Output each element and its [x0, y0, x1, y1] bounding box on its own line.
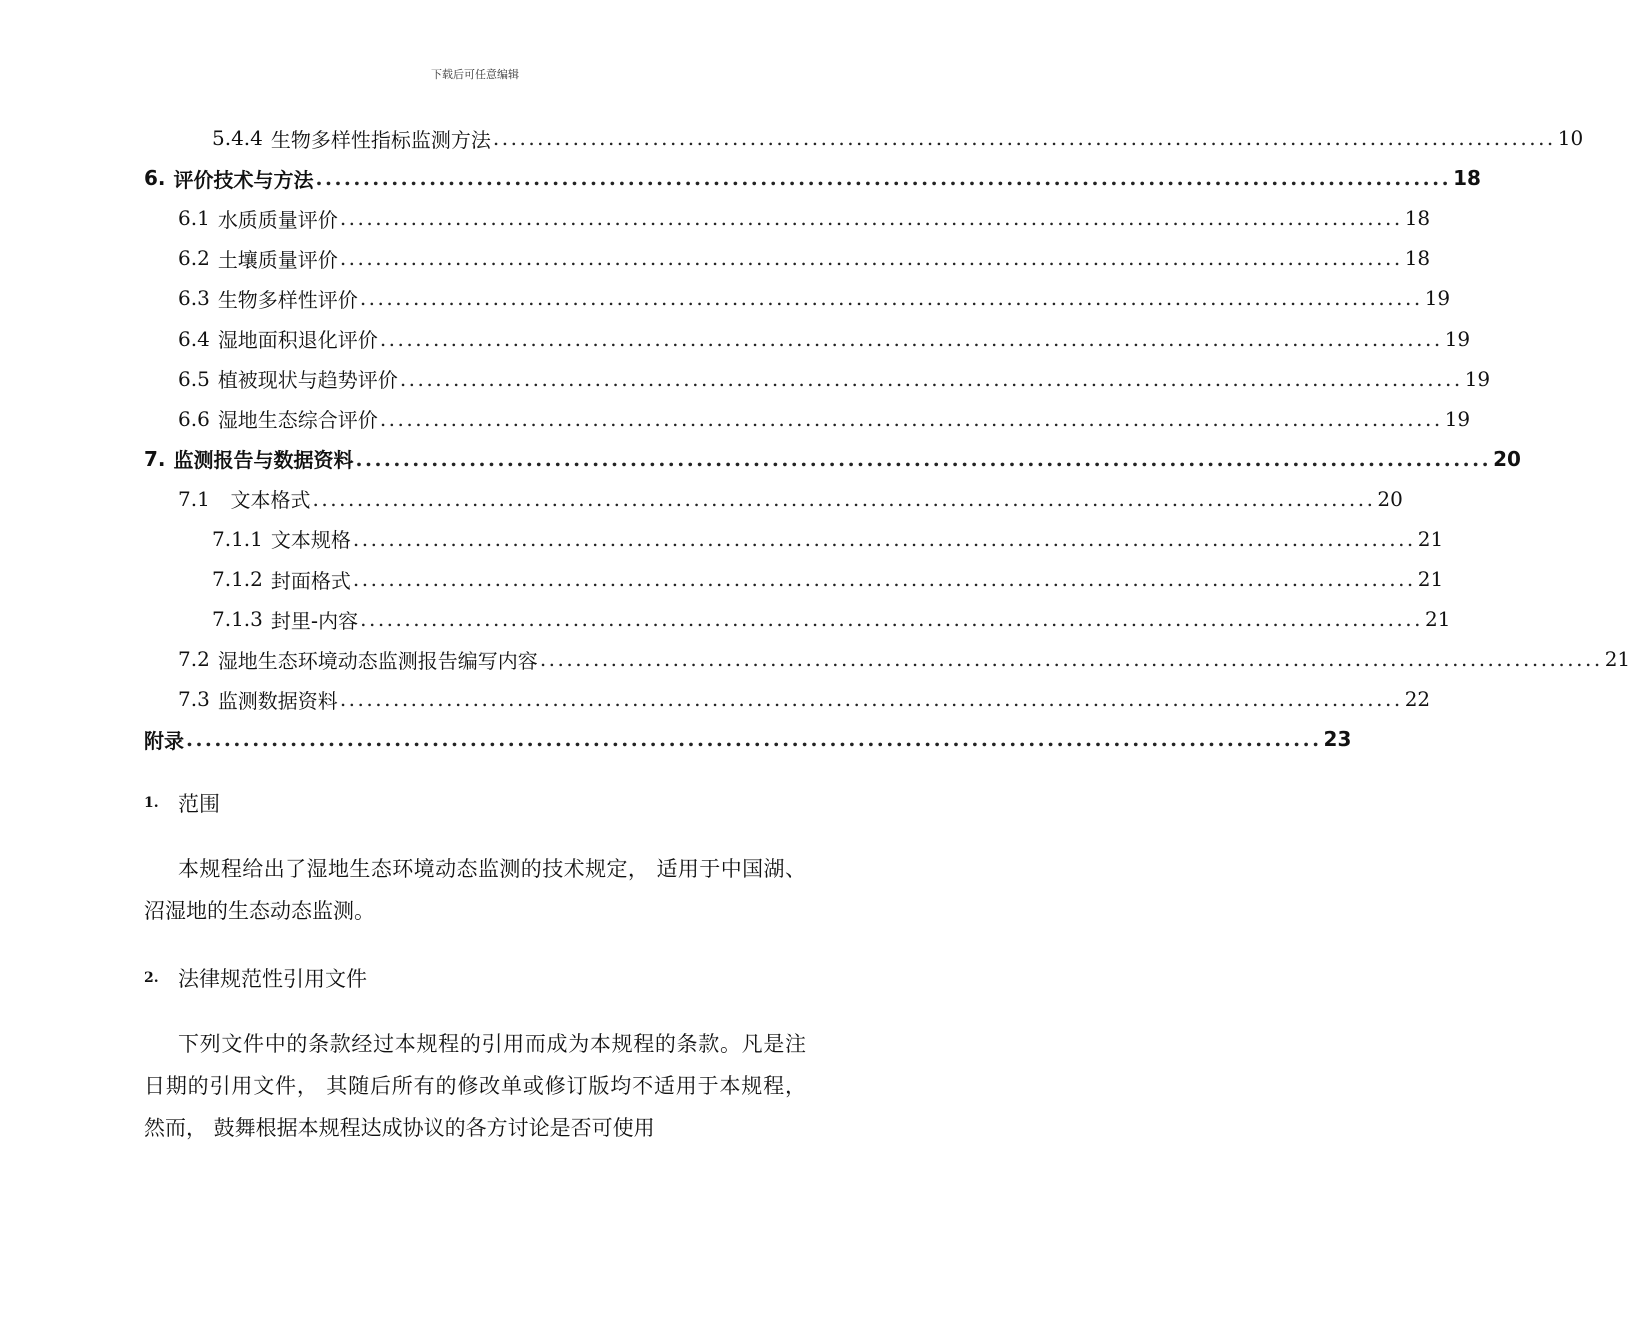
toc-entry-title: 监测数据资料 [217, 688, 338, 713]
toc-entry-title: 评价技术与方法 [173, 167, 314, 192]
toc-entry-number: 7.2 [178, 647, 210, 672]
toc-entry-number: 6.6 [178, 406, 210, 431]
toc-entry-title: 土壤质量评价 [217, 247, 338, 272]
section-paragraph: 下列文件中的条款经过本规程的引用而成为本规程的条款。凡是注日期的引用文件， 其随后所有的修改单或修订版均不适用于本规程， 然而， 鼓舞根据本规程达成协议的各方讨论是否可使用 [144, 1032, 806, 1140]
toc-dot-leader: ........................................................................................................................ [339, 246, 1403, 271]
toc-entry-title: 生物多样性指标监测方法 [270, 127, 491, 152]
section-scope [144, 788, 806, 932]
toc-dot-leader: ........................................................................................................................ [186, 727, 1322, 752]
toc-entry-number: 6.1 [178, 206, 210, 231]
toc-dot-leader: ........................................................................................................................ [539, 647, 1603, 672]
toc-entry-number: 7.3 [178, 687, 210, 712]
toc-entry-title: 文本格式 [217, 488, 311, 513]
toc-entry-title: 生物多样性评价 [217, 287, 358, 312]
toc-entry-title: 湿地生态综合评价 [217, 408, 378, 433]
toc-entry-number: 6.2 [178, 246, 210, 271]
toc-entry-number: 7.1.2 [212, 567, 263, 592]
toc-entry-page: 19 [1424, 286, 1451, 311]
toc-entry-title: 封里-内容 [270, 608, 359, 633]
toc-dot-leader: ........................................................................................................................ [352, 567, 1416, 592]
section-title: 范围 [178, 792, 220, 816]
toc-entry-page: 20 [1493, 446, 1521, 471]
toc-entry-page: 18 [1404, 206, 1431, 231]
toc-entry-page: 19 [1444, 326, 1471, 351]
section-number: 1. [144, 795, 159, 811]
toc-entry[interactable] [144, 479, 1403, 519]
toc-entry-page: 21 [1604, 647, 1630, 672]
toc-dot-leader: ........................................................................................................................ [355, 446, 1492, 471]
toc-dot-leader: ........................................................................................................................ [339, 206, 1403, 231]
toc-entry-title: 湿地生态环境动态监测报告编写内容 [217, 648, 538, 673]
toc-entry-number: 7.1 [178, 486, 210, 511]
toc-entry[interactable] [144, 559, 1444, 599]
toc-entry[interactable] [144, 439, 1521, 479]
toc-entry-page: 19 [1464, 366, 1491, 391]
toc-entry-page: 22 [1404, 687, 1431, 712]
toc-entry-number: 6.3 [178, 286, 210, 311]
toc-dot-leader: ........................................................................................................................ [359, 286, 1423, 311]
toc-entry-page: 23 [1323, 727, 1352, 752]
toc-dot-leader: ........................................................................................................................ [312, 486, 1376, 511]
toc-entry-title: 湿地面积退化评价 [217, 328, 378, 353]
toc-entry[interactable] [144, 399, 1471, 439]
toc-entry[interactable] [144, 118, 1584, 158]
toc-entry-page: 18 [1404, 246, 1431, 271]
toc-dot-leader: ........................................................................................................................ [379, 406, 1443, 431]
toc-entry-page: 21 [1417, 526, 1444, 551]
toc-dot-leader: ........................................................................................................................ [379, 326, 1443, 351]
toc-entry-title: 附录 [144, 728, 184, 753]
toc-entry-page: 20 [1377, 486, 1403, 511]
toc-entry-title: 文本规格 [270, 528, 351, 553]
toc-entry-page: 18 [1453, 166, 1481, 191]
toc-entry-number: 7. [144, 446, 166, 471]
toc-entry-number: 7.1.3 [212, 607, 263, 632]
section-paragraph: 本规程给出了湿地生态环境动态监测的技术规定， 适用于中国湖、 沼湿地的生态动态监测。 [144, 857, 806, 923]
section-heading [144, 788, 806, 818]
toc-entry-page: 21 [1425, 607, 1451, 632]
toc-entry[interactable] [144, 679, 1431, 719]
toc-entry[interactable] [144, 359, 1491, 399]
toc-entry-page: 10 [1557, 126, 1584, 151]
toc-dot-leader: ........................................................................................................................ [339, 687, 1403, 712]
toc-entry-number: 7.1.1 [212, 526, 263, 551]
section-normative-references [144, 963, 806, 1149]
toc-entry[interactable] [144, 519, 1444, 559]
table-of-contents [144, 118, 1630, 760]
page-header: 下载后可任意编辑 [431, 68, 519, 81]
toc-entry-number: 5.4.4 [212, 126, 263, 151]
toc-entry-title: 水质质量评价 [217, 207, 338, 232]
section-number: 2. [144, 970, 159, 986]
toc-entry-number: 6. [144, 166, 166, 191]
toc-entry[interactable] [144, 158, 1481, 198]
toc-entry[interactable] [144, 198, 1431, 238]
toc-dot-leader: ........................................................................................................................ [315, 166, 1452, 191]
toc-entry[interactable] [144, 719, 1352, 759]
toc-entry[interactable] [144, 238, 1431, 278]
toc-dot-leader: ........................................................................................................................ [492, 126, 1556, 151]
toc-entry-title: 监测报告与数据资料 [173, 448, 354, 473]
toc-dot-leader: ........................................................................................................................ [399, 366, 1463, 391]
toc-dot-leader: ........................................................................................................................ [352, 526, 1416, 551]
toc-entry-page: 21 [1417, 567, 1444, 592]
toc-entry-number: 6.4 [178, 326, 210, 351]
toc-entry[interactable] [144, 318, 1471, 358]
toc-entry-page: 19 [1444, 406, 1471, 431]
toc-entry[interactable] [144, 639, 1630, 679]
toc-entry-number: 6.5 [178, 366, 210, 391]
toc-dot-leader: ........................................................................................................................ [360, 607, 1423, 632]
toc-entry[interactable] [144, 599, 1451, 639]
toc-entry[interactable] [144, 278, 1451, 318]
section-heading [144, 963, 806, 993]
toc-entry-title: 植被现状与趋势评价 [217, 368, 398, 393]
toc-entry-title: 封面格式 [270, 568, 351, 593]
section-title: 法律规范性引用文件 [178, 967, 367, 991]
